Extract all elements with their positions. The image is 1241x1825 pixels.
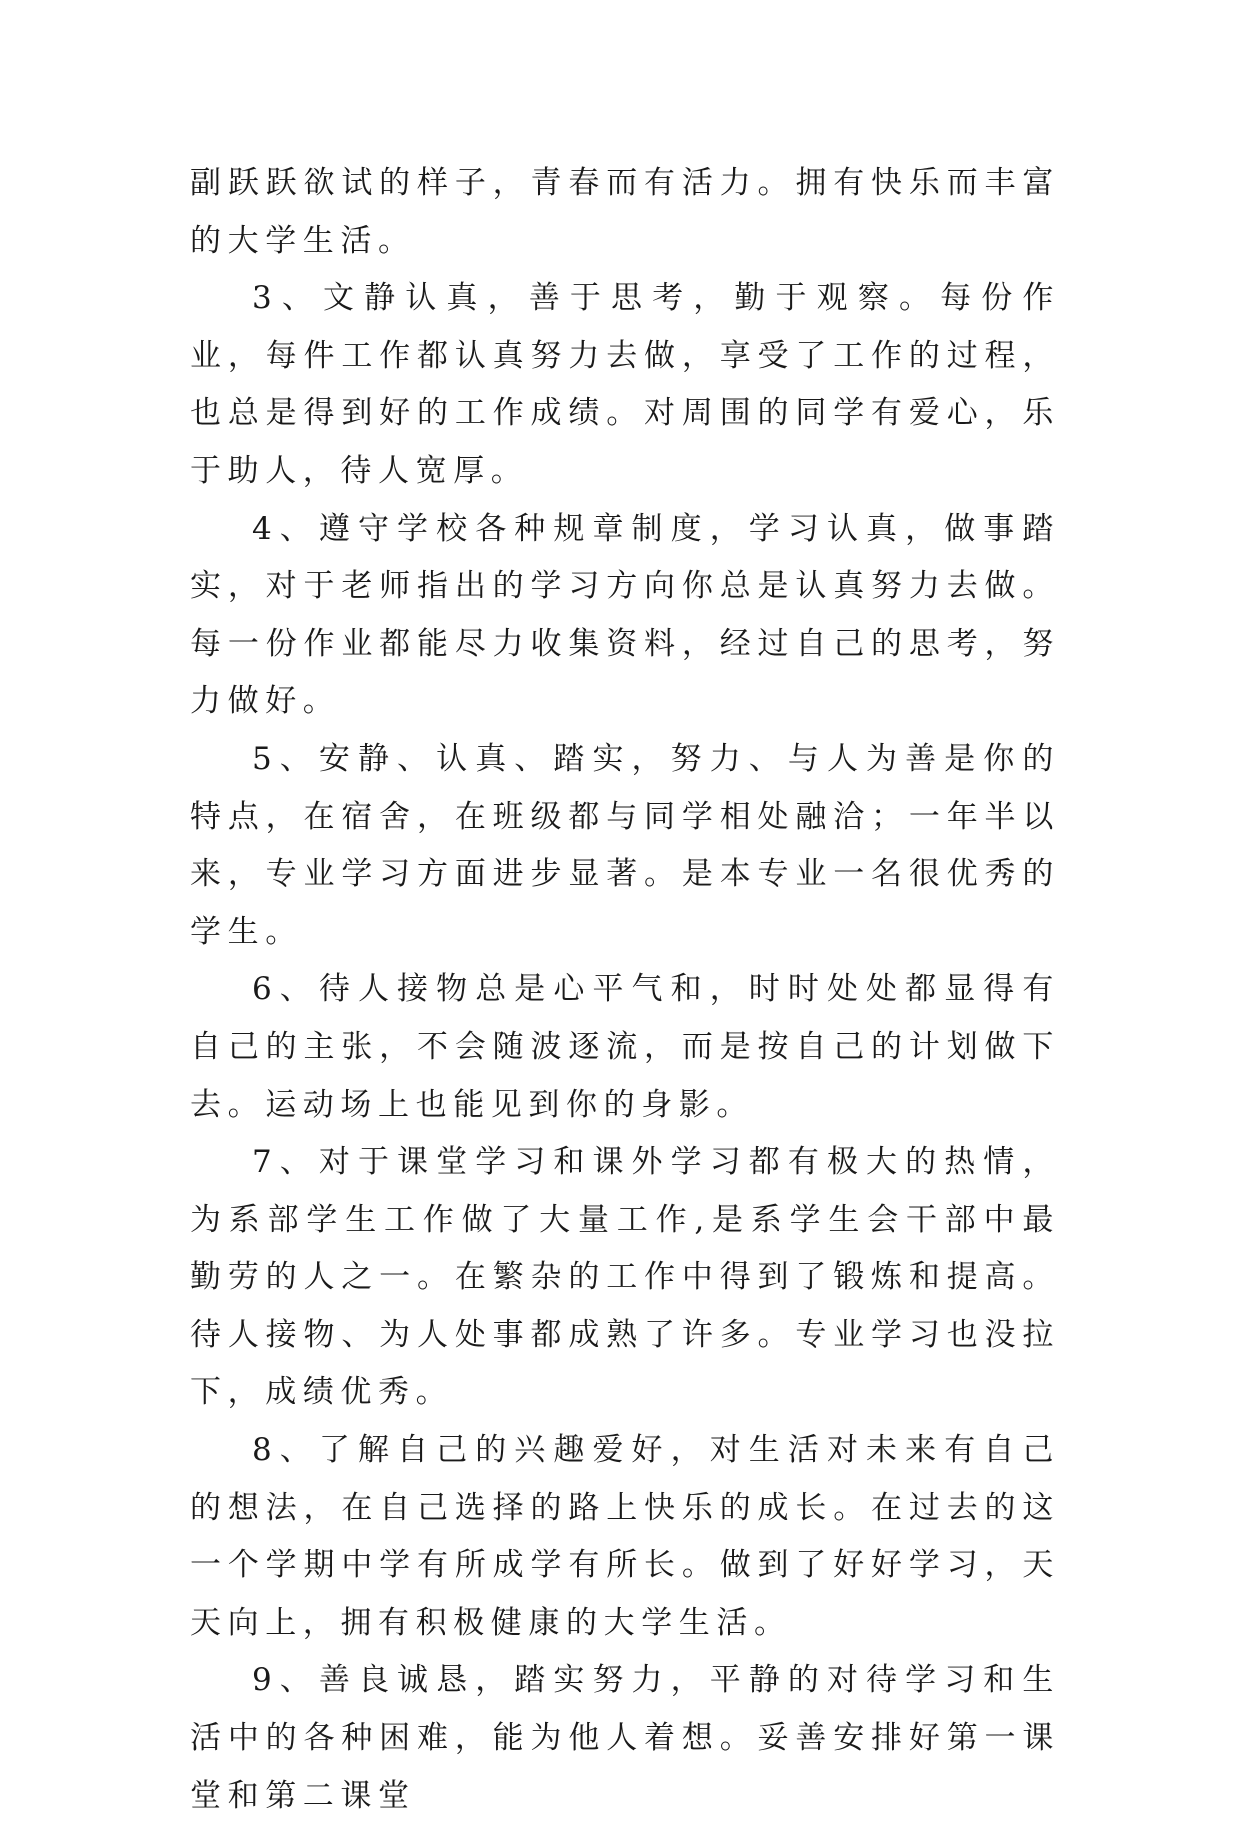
- document-body: [190, 155, 1060, 1825]
- paragraph-5: 5、安静、认真、踏实，努力、与人为善是你的特点，在宿舍，在班级都与同学相处融洽；一年半以来，专业学习方面进步显著。是本专业一名很优秀的学生。: [190, 740, 1060, 950]
- paragraph-4: 4、遵守学校各种规章制度，学习认真，做事踏实，对于老师指出的学习方向你总是认真努力去做。每一份作业都能尽力收集资料，经过自己的思考，努力做好。: [190, 510, 1060, 720]
- paragraph-6: 6、待人接物总是心平气和，时时处处都显得有自己的主张，不会随波逐流，而是按自己的计划做下去。运动场上也能见到你的身影。: [190, 971, 1060, 1123]
- paragraph-7: 7、对于课堂学习和课外学习都有极大的热情，为系部学生工作做了大量工作,是系学生会干部中最勤劳的人之一。在繁杂的工作中得到了锻炼和提高。待人接物、为人处事都成熟了许多。专业学习也没拉下，成绩优秀。: [190, 1144, 1060, 1411]
- paragraph-8: 8、了解自己的兴趣爱好，对生活对未来有自己的想法，在自己选择的路上快乐的成长。在过去的这一个学期中学有所成学有所长。做到了好好学习，天天向上，拥有积极健康的大学生活。: [190, 1432, 1060, 1641]
- paragraph-3: 3、文静认真，善于思考，勤于观察。每份作业，每件工作都认真努力去做，享受了工作的过程，也总是得到好的工作成绩。对周围的同学有爱心，乐于助人，待人宽厚。: [190, 280, 1060, 489]
- paragraph-continued: 副跃跃欲试的样子，青春而有活力。拥有快乐而丰富的大学生活。: [190, 165, 1060, 259]
- paragraph-9: 9、善良诚恳，踏实努力，平静的对待学习和生活中的各种困难，能为他人着想。妥善安排好第一课堂和第二课堂: [190, 1662, 1060, 1814]
